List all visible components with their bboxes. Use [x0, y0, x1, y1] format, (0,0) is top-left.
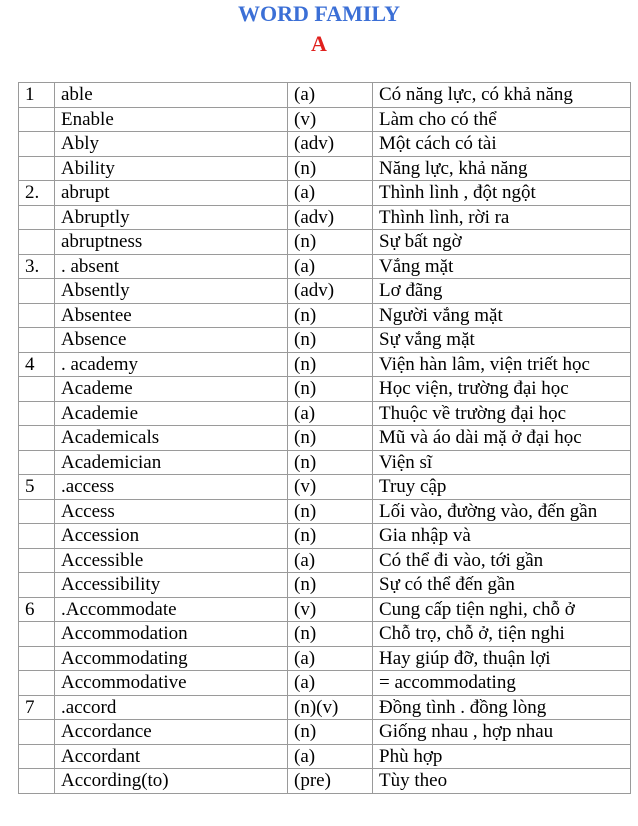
- word-cell: Accessible: [55, 548, 288, 573]
- table-row: [19, 744, 631, 769]
- table-row: [19, 475, 631, 500]
- part-of-speech-cell: (a): [288, 254, 373, 279]
- meaning-cell: = accommodating: [373, 671, 631, 696]
- table-row: [19, 83, 631, 108]
- table-row: [19, 769, 631, 794]
- meaning-cell: Năng lực, khả năng: [373, 156, 631, 181]
- part-of-speech-cell: (n): [288, 622, 373, 647]
- meaning-cell: Học viện, trường đại học: [373, 377, 631, 402]
- part-of-speech-cell: (a): [288, 401, 373, 426]
- meaning-cell: Lối vào, đường vào, đến gần: [373, 499, 631, 524]
- table-row: [19, 156, 631, 181]
- row-number: [19, 744, 55, 769]
- row-number: [19, 328, 55, 353]
- row-number: [19, 548, 55, 573]
- part-of-speech-cell: (pre): [288, 769, 373, 794]
- row-number: [19, 646, 55, 671]
- table-row: [19, 671, 631, 696]
- table-row: [19, 499, 631, 524]
- meaning-cell: Sự có thể đến gần: [373, 573, 631, 598]
- row-number: 7: [19, 695, 55, 720]
- row-number: [19, 205, 55, 230]
- table-row: [19, 646, 631, 671]
- table-row: [19, 107, 631, 132]
- meaning-cell: Đồng tình . đồng lòng: [373, 695, 631, 720]
- row-number: 2.: [19, 181, 55, 206]
- part-of-speech-cell: (n): [288, 450, 373, 475]
- table-row: [19, 597, 631, 622]
- word-cell: Absently: [55, 279, 288, 304]
- word-cell: . absent: [55, 254, 288, 279]
- table-row: [19, 279, 631, 304]
- part-of-speech-cell: (n): [288, 156, 373, 181]
- meaning-cell: Hay giúp đỡ, thuận lợi: [373, 646, 631, 671]
- part-of-speech-cell: (n): [288, 524, 373, 549]
- table-row: [19, 548, 631, 573]
- table-row: [19, 450, 631, 475]
- meaning-cell: Thình lình , đột ngột: [373, 181, 631, 206]
- meaning-cell: Làm cho có thể: [373, 107, 631, 132]
- meaning-cell: Tùy theo: [373, 769, 631, 794]
- part-of-speech-cell: (n): [288, 573, 373, 598]
- row-number: [19, 156, 55, 181]
- meaning-cell: Thình lình, rời ra: [373, 205, 631, 230]
- meaning-cell: Lơ đãng: [373, 279, 631, 304]
- word-cell: Absentee: [55, 303, 288, 328]
- row-number: [19, 499, 55, 524]
- table-row: [19, 573, 631, 598]
- meaning-cell: Sự bất ngờ: [373, 230, 631, 255]
- word-cell: abruptness: [55, 230, 288, 255]
- part-of-speech-cell: (n): [288, 426, 373, 451]
- meaning-cell: Mũ và áo dài mặ ở đại học: [373, 426, 631, 451]
- word-cell: Academicals: [55, 426, 288, 451]
- row-number: [19, 107, 55, 132]
- row-number: [19, 303, 55, 328]
- row-number: [19, 622, 55, 647]
- meaning-cell: Sự vắng mặt: [373, 328, 631, 353]
- row-number: [19, 573, 55, 598]
- meaning-cell: Viện sĩ: [373, 450, 631, 475]
- word-cell: Accession: [55, 524, 288, 549]
- table-row: [19, 132, 631, 157]
- word-cell: Accommodating: [55, 646, 288, 671]
- word-cell: Abruptly: [55, 205, 288, 230]
- meaning-cell: Phù hợp: [373, 744, 631, 769]
- table-row: [19, 377, 631, 402]
- page-title: WORD FAMILY: [238, 1, 400, 26]
- word-cell: Accommodation: [55, 622, 288, 647]
- word-cell: Academe: [55, 377, 288, 402]
- part-of-speech-cell: (n): [288, 230, 373, 255]
- meaning-cell: Người vắng mặt: [373, 303, 631, 328]
- row-number: 5: [19, 475, 55, 500]
- meaning-cell: Cung cấp tiện nghi, chỗ ở: [373, 597, 631, 622]
- table-row: [19, 524, 631, 549]
- table-row: [19, 622, 631, 647]
- table-body: [19, 83, 631, 794]
- meaning-cell: Gia nhập và: [373, 524, 631, 549]
- word-cell: .accord: [55, 695, 288, 720]
- part-of-speech-cell: (v): [288, 475, 373, 500]
- word-cell: Academie: [55, 401, 288, 426]
- row-number: [19, 671, 55, 696]
- word-cell: .access: [55, 475, 288, 500]
- row-number: 6: [19, 597, 55, 622]
- table-row: [19, 181, 631, 206]
- word-cell: Enable: [55, 107, 288, 132]
- table-row: [19, 401, 631, 426]
- word-cell: Ably: [55, 132, 288, 157]
- part-of-speech-cell: (v): [288, 107, 373, 132]
- table-row: [19, 720, 631, 745]
- meaning-cell: Vắng mặt: [373, 254, 631, 279]
- word-cell: Accessibility: [55, 573, 288, 598]
- word-cell: able: [55, 83, 288, 108]
- row-number: [19, 230, 55, 255]
- meaning-cell: Một cách có tài: [373, 132, 631, 157]
- row-number: 4: [19, 352, 55, 377]
- word-cell: Absence: [55, 328, 288, 353]
- row-number: [19, 132, 55, 157]
- word-cell: . academy: [55, 352, 288, 377]
- meaning-cell: Có thể đi vào, tới gần: [373, 548, 631, 573]
- part-of-speech-cell: (a): [288, 744, 373, 769]
- word-cell: Ability: [55, 156, 288, 181]
- table-row: [19, 254, 631, 279]
- part-of-speech-cell: (n): [288, 499, 373, 524]
- row-number: [19, 279, 55, 304]
- table-row: [19, 328, 631, 353]
- table-row: [19, 230, 631, 255]
- row-number: [19, 524, 55, 549]
- word-cell: Accordant: [55, 744, 288, 769]
- row-number: [19, 720, 55, 745]
- meaning-cell: Chỗ trọ, chỗ ở, tiện nghi: [373, 622, 631, 647]
- part-of-speech-cell: (n): [288, 720, 373, 745]
- meaning-cell: Viện hàn lâm, viện triết học: [373, 352, 631, 377]
- meaning-cell: Thuộc về trường đại học: [373, 401, 631, 426]
- part-of-speech-cell: (v): [288, 597, 373, 622]
- row-number: [19, 769, 55, 794]
- row-number: [19, 450, 55, 475]
- word-cell: abrupt: [55, 181, 288, 206]
- part-of-speech-cell: (a): [288, 181, 373, 206]
- part-of-speech-cell: (n): [288, 303, 373, 328]
- part-of-speech-cell: (adv): [288, 279, 373, 304]
- part-of-speech-cell: (a): [288, 671, 373, 696]
- word-cell: Accordance: [55, 720, 288, 745]
- word-cell: .Accommodate: [55, 597, 288, 622]
- table-row: [19, 303, 631, 328]
- row-number: 1: [19, 83, 55, 108]
- meaning-cell: Giống nhau , hợp nhau: [373, 720, 631, 745]
- part-of-speech-cell: (n): [288, 352, 373, 377]
- section-letter: A: [311, 31, 327, 56]
- part-of-speech-cell: (adv): [288, 205, 373, 230]
- part-of-speech-cell: (a): [288, 646, 373, 671]
- table-row: [19, 352, 631, 377]
- part-of-speech-cell: (n)(v): [288, 695, 373, 720]
- word-cell: Accommodative: [55, 671, 288, 696]
- part-of-speech-cell: (a): [288, 83, 373, 108]
- word-cell: Academician: [55, 450, 288, 475]
- meaning-cell: Có năng lực, có khả năng: [373, 83, 631, 108]
- table-row: [19, 695, 631, 720]
- part-of-speech-cell: (n): [288, 328, 373, 353]
- word-cell: According(to): [55, 769, 288, 794]
- part-of-speech-cell: (a): [288, 548, 373, 573]
- word-family-table: [18, 82, 631, 794]
- word-cell: Access: [55, 499, 288, 524]
- part-of-speech-cell: (n): [288, 377, 373, 402]
- row-number: [19, 401, 55, 426]
- row-number: [19, 426, 55, 451]
- meaning-cell: Truy cập: [373, 475, 631, 500]
- row-number: 3.: [19, 254, 55, 279]
- table-row: [19, 426, 631, 451]
- part-of-speech-cell: (adv): [288, 132, 373, 157]
- row-number: [19, 377, 55, 402]
- table-row: [19, 205, 631, 230]
